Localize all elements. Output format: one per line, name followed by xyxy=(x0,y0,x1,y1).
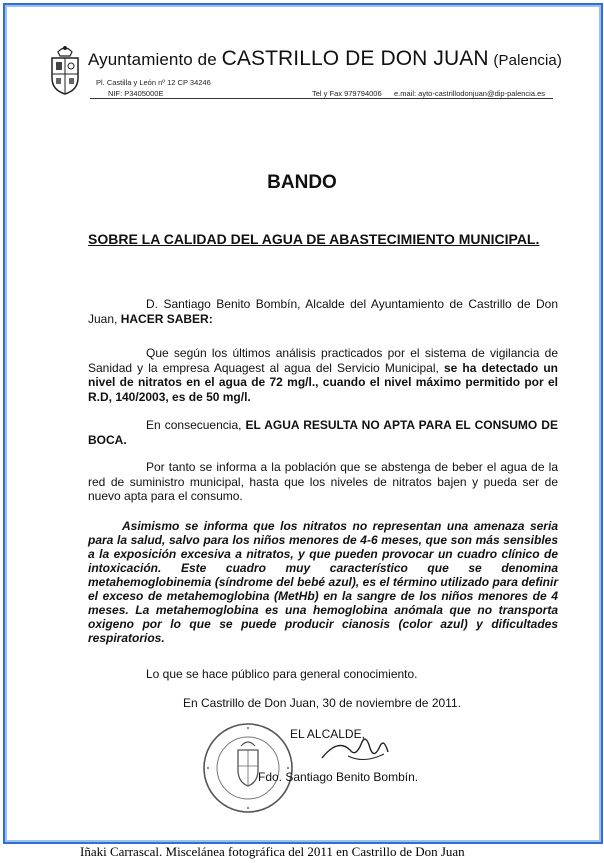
council-name xyxy=(88,47,562,71)
paragraph-consequence xyxy=(88,418,558,447)
council-prefix: Ayuntamiento de xyxy=(88,50,217,69)
province-name: (Palencia) xyxy=(493,52,562,69)
municipal-seal-icon xyxy=(200,720,296,816)
consequence-text: En consecuencia, xyxy=(146,418,242,432)
paragraph-advice xyxy=(88,460,558,504)
signer-title: EL ALCALDE, xyxy=(290,727,365,741)
analysis-text: Que según los últimos análisis practicados por el sistema de vigilancia de Sanidad y la empresa Aquagest al agua del Servicio Municipal, xyxy=(88,346,558,375)
analysis-bold: se ha detectado un nivel de nitratos en el agua de 72 mg/l., cuando el nivel máximo permitido por el R.D, 140/2003, es de 50 mg/l. xyxy=(88,360,558,404)
council-nif: NIF: P3405000E xyxy=(108,89,164,98)
document-heading: BANDO xyxy=(267,172,337,193)
health-info-text: Asimismo se informa que los nitratos no representan una amenaza seria para la salud, salvo para los niños menores de 4-6 meses, que son más sensibles a la exposición excesiva a nitratos, y que pueden provocar un cuadro clínico de intoxicación. Este cuadro muy característico que se denomina metahemoglobinemia (síndrome del bebé azul), es el término utilizado para definir el exceso de metahemoglobina (MetHb) en la sangre de los niños menores de 4 meses. La metahemoglobina es una hemoglobina anómala que no transporta oxigeno por lo que se puede producir cianosis (color azul) y dificultades respiratorios. xyxy=(88,519,558,645)
council-email: e.mail: ayto-castrillodonjuan@dip-palencia.es xyxy=(394,89,546,98)
council-address: Pl. Castilla y León nº 12 CP 34246 xyxy=(96,78,211,87)
paragraph-analysis xyxy=(88,346,558,404)
document-subject: SOBRE LA CALIDAD DEL AGUA DE ABASTECIMIENTO MUNICIPAL. xyxy=(88,231,540,247)
coat-of-arms-icon xyxy=(46,44,84,96)
advice-text: Por tanto se informa a la población que se abstenga de beber el agua de la red de suministro municipal, hasta que los niveles de nitratos bajen y pueda ser de nuevo apta para el consumo. xyxy=(88,460,558,503)
paragraph-health-info xyxy=(88,519,558,645)
intro-text: D. Santiago Benito Bombín, Alcalde del Ayuntamiento de Castrillo de Don Juan, xyxy=(88,297,558,326)
consequence-bold: EL AGUA RESULTA NO APTA PARA EL CONSUMO DE BOCA. xyxy=(88,418,558,447)
photo-caption: Iñaki Carrascal. Miscelánea fotográfica del 2011 en Castrillo de Don Juan xyxy=(80,844,465,859)
header-rule xyxy=(90,98,553,99)
intro-bold: HACER SABER: xyxy=(120,311,213,326)
town-name: CASTRILLO DE DON JUAN xyxy=(221,47,489,70)
paragraph-intro xyxy=(88,297,558,326)
date-line: En Castrillo de Don Juan, 30 de noviembre de 2011. xyxy=(183,696,461,710)
signer-name: Fdo. Santiago Benito Bombín. xyxy=(258,770,419,784)
council-phone: Tel y Fax 979794006 xyxy=(312,89,382,98)
closing-line: Lo que se hace público para general conocimiento. xyxy=(146,667,418,681)
handwritten-signature xyxy=(318,728,398,768)
